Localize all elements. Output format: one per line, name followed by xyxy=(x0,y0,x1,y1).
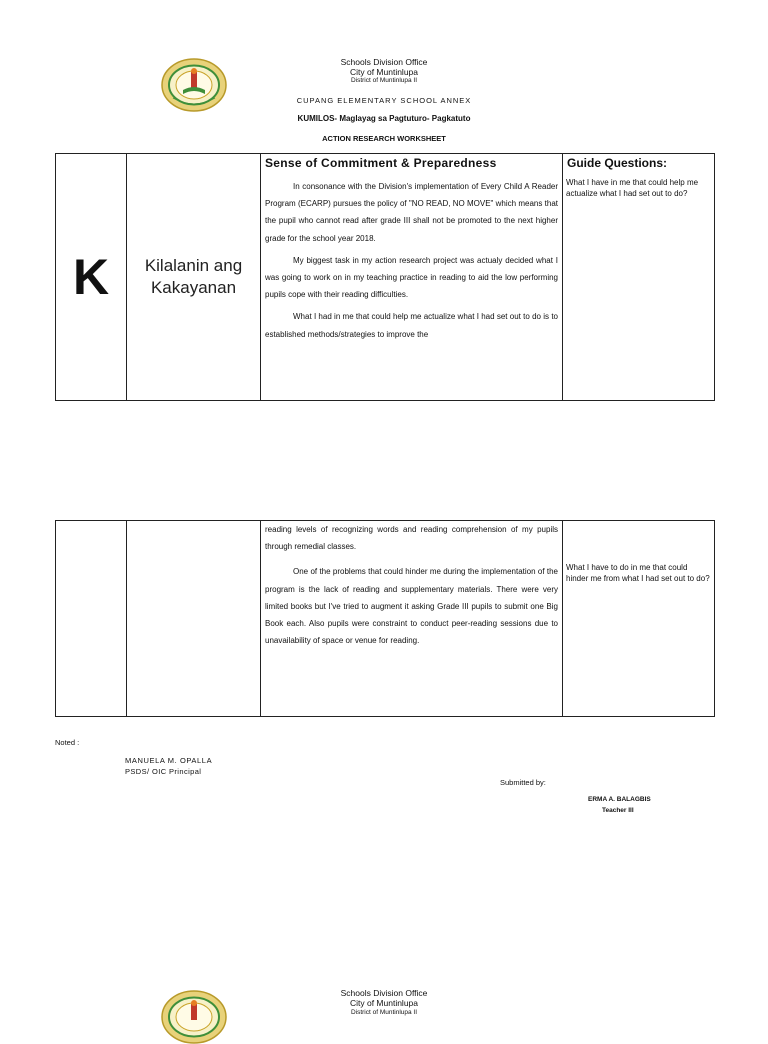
narrative-text xyxy=(261,521,562,649)
submitted-name: ERMA A. BALAGBIS xyxy=(588,796,651,803)
submitted-title: Teacher III xyxy=(602,807,634,814)
guide-cell xyxy=(563,154,715,401)
district-name: District of Muntinlupa II xyxy=(350,77,418,84)
narrative-text xyxy=(261,170,562,392)
office-name: Schools Division Office xyxy=(340,57,428,67)
guide-title: Guide Questions: xyxy=(567,156,668,170)
empty-phase-cell xyxy=(127,521,261,717)
city-name: City of Muntinlupa xyxy=(349,67,419,77)
paragraph: What I had in me that could help me actualize what I had set out to do is to established methods/strategies to improve the xyxy=(265,312,558,339)
motto: KUMILOS- Maglayag sa Pagtuturo- Pagkatuto xyxy=(297,114,471,123)
city-name: City of Muntinlupa xyxy=(349,998,419,1008)
worksheet-table-2 xyxy=(55,520,715,717)
guide-cell xyxy=(563,521,715,717)
worksheet-table-1 xyxy=(55,153,715,401)
noted-name: MANUELA M. OPALLA xyxy=(125,756,213,765)
paragraph: My biggest task in my action research project was actualy decided what I was going to work on in my teaching practice in reading to aid the low performing pupils cope with their reading difficulties. xyxy=(265,255,558,300)
school-name: CUPANG ELEMENTARY SCHOOL ANNEX xyxy=(296,96,472,105)
phase-name: Kilalanin ang Kakayanan xyxy=(127,154,261,401)
empty-letter-cell xyxy=(56,521,127,717)
noted-label: Noted : xyxy=(55,738,80,747)
document-title: ACTION RESEARCH WORKSHEET xyxy=(322,134,446,143)
guide-question: What I have in me that could help me actualize what I had set out to do? xyxy=(566,178,699,198)
paragraph: reading levels of recognizing words and reading comprehension of my pupils through remedial classes. xyxy=(265,525,558,552)
phase-letter: K xyxy=(56,154,127,401)
noted-title: PSDS/ OIC Principal xyxy=(125,767,202,776)
paragraph: One of the problems that could hinder me during the implementation of the program is the lack of reading and supplementary materials. There were very limited books but I've tried to augment it asking Grade III pupils to submit one Big Book each. Also pupils were constraint to conduct peer-reading sessions due to unavailability of space or venue for reading. xyxy=(265,567,558,646)
submitted-label: Submitted by: xyxy=(500,778,546,787)
district-name: District of Muntinlupa II xyxy=(350,1009,418,1016)
guide-question: What I have to do in me that could hinder me from what I had set out to do? xyxy=(566,563,710,583)
section-title: Sense of Commitment & Preparedness xyxy=(265,156,497,170)
narrative-cell xyxy=(261,154,563,401)
office-name: Schools Division Office xyxy=(340,988,428,998)
narrative-cell xyxy=(261,521,563,717)
paragraph: In consonance with the Division's implementation of Every Child A Reader Program (ECARP) pursues the policy of "NO READ, NO MOVE" which means that the pupil who cannot read after grade III shall not be promoted to the next higher grade for the school year 2018. xyxy=(265,182,558,243)
